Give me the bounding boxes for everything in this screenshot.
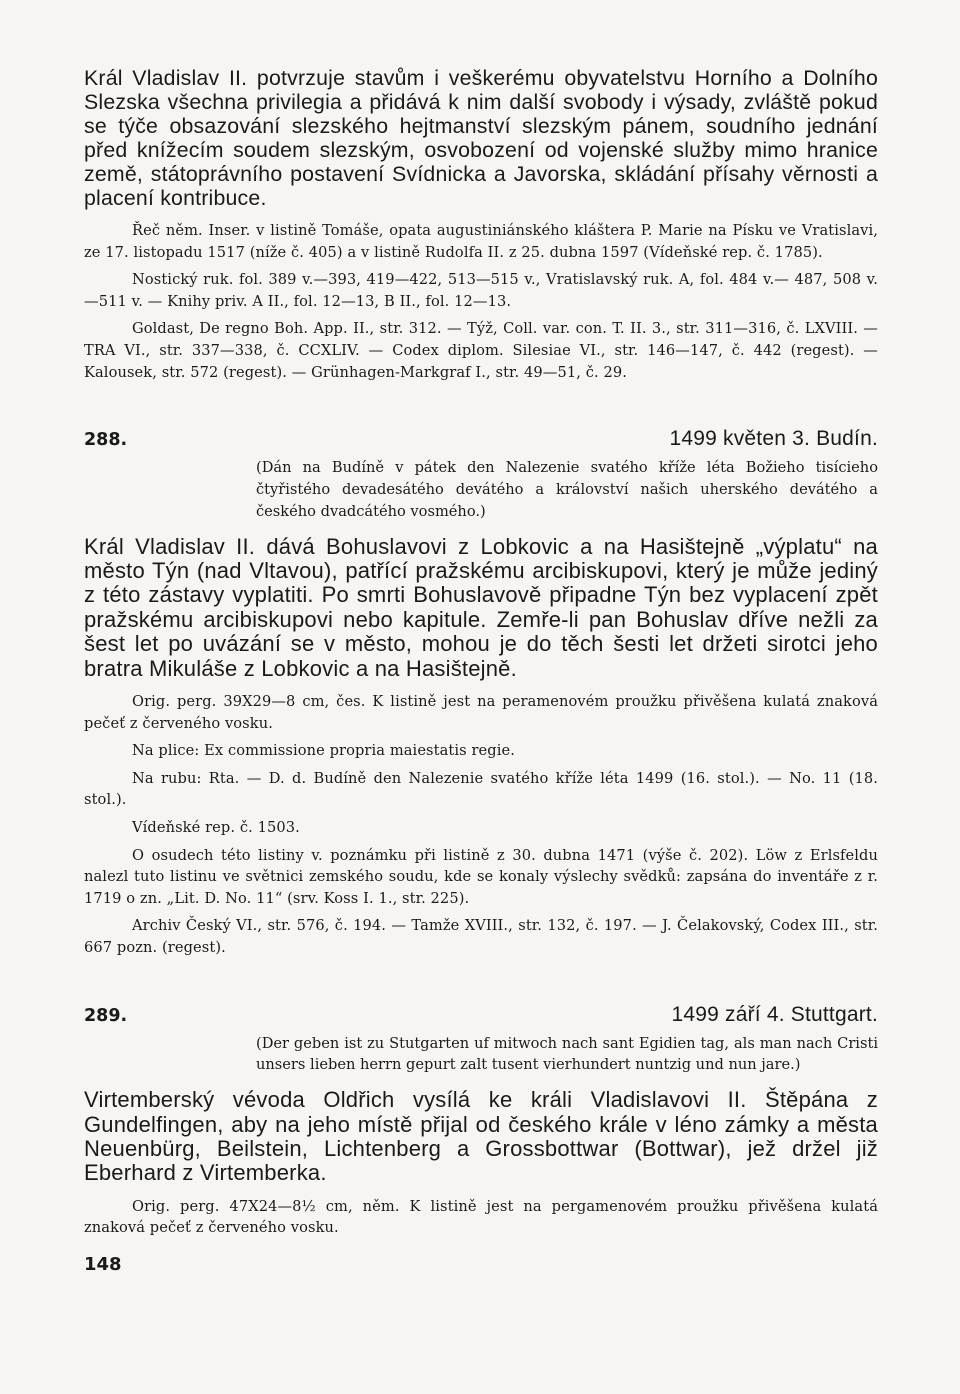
entry-number: 288. [84,430,128,451]
page-number: 148 [84,1254,122,1275]
entry-288-heading [84,427,878,451]
entry-289-dating-clause: (Der geben ist zu Stutgarten uf mitwoch nach sant Egidien tag, als man nach Cristi unsers lieben herrn gepurt zalt tusent vierhundert nuntzig und nun jare.) [256,1034,878,1074]
entry-289-note-original: Orig. perg. 47X24—8½ cm, něm. K listině jest na pergamenovém proužku přivěšena kulatá znaková pečeť z červeného vosku. [84,1197,878,1237]
entry-288-regest: Král Vladislav II. dává Bohuslavovi z Lobkovic a na Hasištejně „výplatu“ na město Týn (nad Vltavou), patřící pražskému arcibiskupovi, který je může jediný z této zástavy vyplatiti. Po smrti Bohuslavově připadne Týn bez vyplacení zpět pražskému arcibiskupovi nebo kapitule. Zemře-li pan Bohuslav dříve nežli za šest let po uvázání se v město, mohou je do těch šesti let držeti sirotci jeho bratra Mikuláše z Lobkovic a na Hasištejně. [84,533,878,681]
entry-288-dating-clause: (Dán na Budíně v pátek den Nalezenie svatého kříže léta Božieho tisícieho čtyřistého devadesátého devátého a království našich uherského devátého a českého dvadcátého vosmého.) [256,459,878,520]
intro-note-language: Řeč něm. Inser. v listině Tomáše, opata augustiniánského kláštera P. Marie na Písku ve Vratislavi, ze 17. listopadu 1517 (níže č. 405) a v listině Rudolfa II. z 25. dubna 1597 (Vídeňské rep. č. 1785). [84,222,878,261]
entry-288-note-history: O osudech této listiny v. poznámku při listině z 30. dubna 1471 (výše č. 202). Löw z Erlsfeldu nalezl tuto listinu ve světnici zemského soudu, kde se konaly výslechy svědků: zapsána do inventáře z r. 1719 o zn. „Lit. D. No. 11“ (srv. Koss I. 1., str. 225). [84,846,878,907]
entry-288-note-plica: Na plice: Ex commissione propria maiestatis regie. [132,742,515,760]
entry-288-note-original: Orig. perg. 39X29—8 cm, čes. K listině jest na peramenovém proužku přivěšena kulatá znaková pečeť z červeného vosku. [84,692,878,732]
entry-number: 289. [84,1005,128,1026]
entry-288-note-literature: Archiv Český VI., str. 576, č. 194. — Tamže XVIII., str. 132, č. 197. — J. Čelakovský, Codex III., str. 667 pozn. (regest). [84,917,878,956]
entry-289-regest: Virtemberský vévoda Oldřich vysílá ke králi Vladislavovi II. Štěpána z Gundelfingen, aby na jeho místě přijal od českého krále v léno zámky a města Neuenbürg, Beilstein, Lichtenberg a Grossbottwar (Bottwar), jež držel již Eberhard z Virtemberka. [84,1087,878,1186]
intro-note-manuscripts: Nostický ruk. fol. 389 v.—393, 419—422, 513—515 v., Vratislavský ruk. A, fol. 484 v.— 487, 508 v.—511 v. — Knihy priv. A II., fol. 12—13, B II., fol. 12—13. [84,271,878,310]
intro-note-literature: Goldast, De regno Boh. App. II., str. 312. — Týž, Coll. var. con. T. II. 3., str. 311—316, č. LXVIII. — TRA VI., str. 337—338, č. CCXLIV. — Codex diplom. Silesiae VI., str. 146—147, č. 442 (regest). — Kalousek, str. 572 (regest). — Grünhagen-Markgraf I., str. 49—51, č. 29. [84,320,878,381]
intro-paragraph: Král Vladislav II. potvrzuje stavům i veškerému obyvatelstvu Horního a Dolního Slezska všechna privilegia a přidává k nim další svobody i výsady, zvláště pokud se týče obsazování slezského hejtmanství slezským pánem, soudního jednání před knížecím soudem slezským, osvobození od vojenské služby mimo hranice země, státoprávního postavení Svídnicka a Javorska, skládání přísahy věrnosti a placení kontribuce. [84,66,878,210]
entry-289-heading [84,1003,878,1027]
entry-date: 1499 květen 3. Budín. [669,427,878,451]
entry-288-note-dorse: Na rubu: Rta. — D. d. Budíně den Nalezenie svatého kříže léta 1499 (16. stol.). — No. 11 (18. stol.). [84,769,878,809]
entry-288-note-repertory: Vídeňské rep. č. 1503. [132,818,300,836]
entry-date: 1499 září 4. Stuttgart. [671,1002,878,1026]
